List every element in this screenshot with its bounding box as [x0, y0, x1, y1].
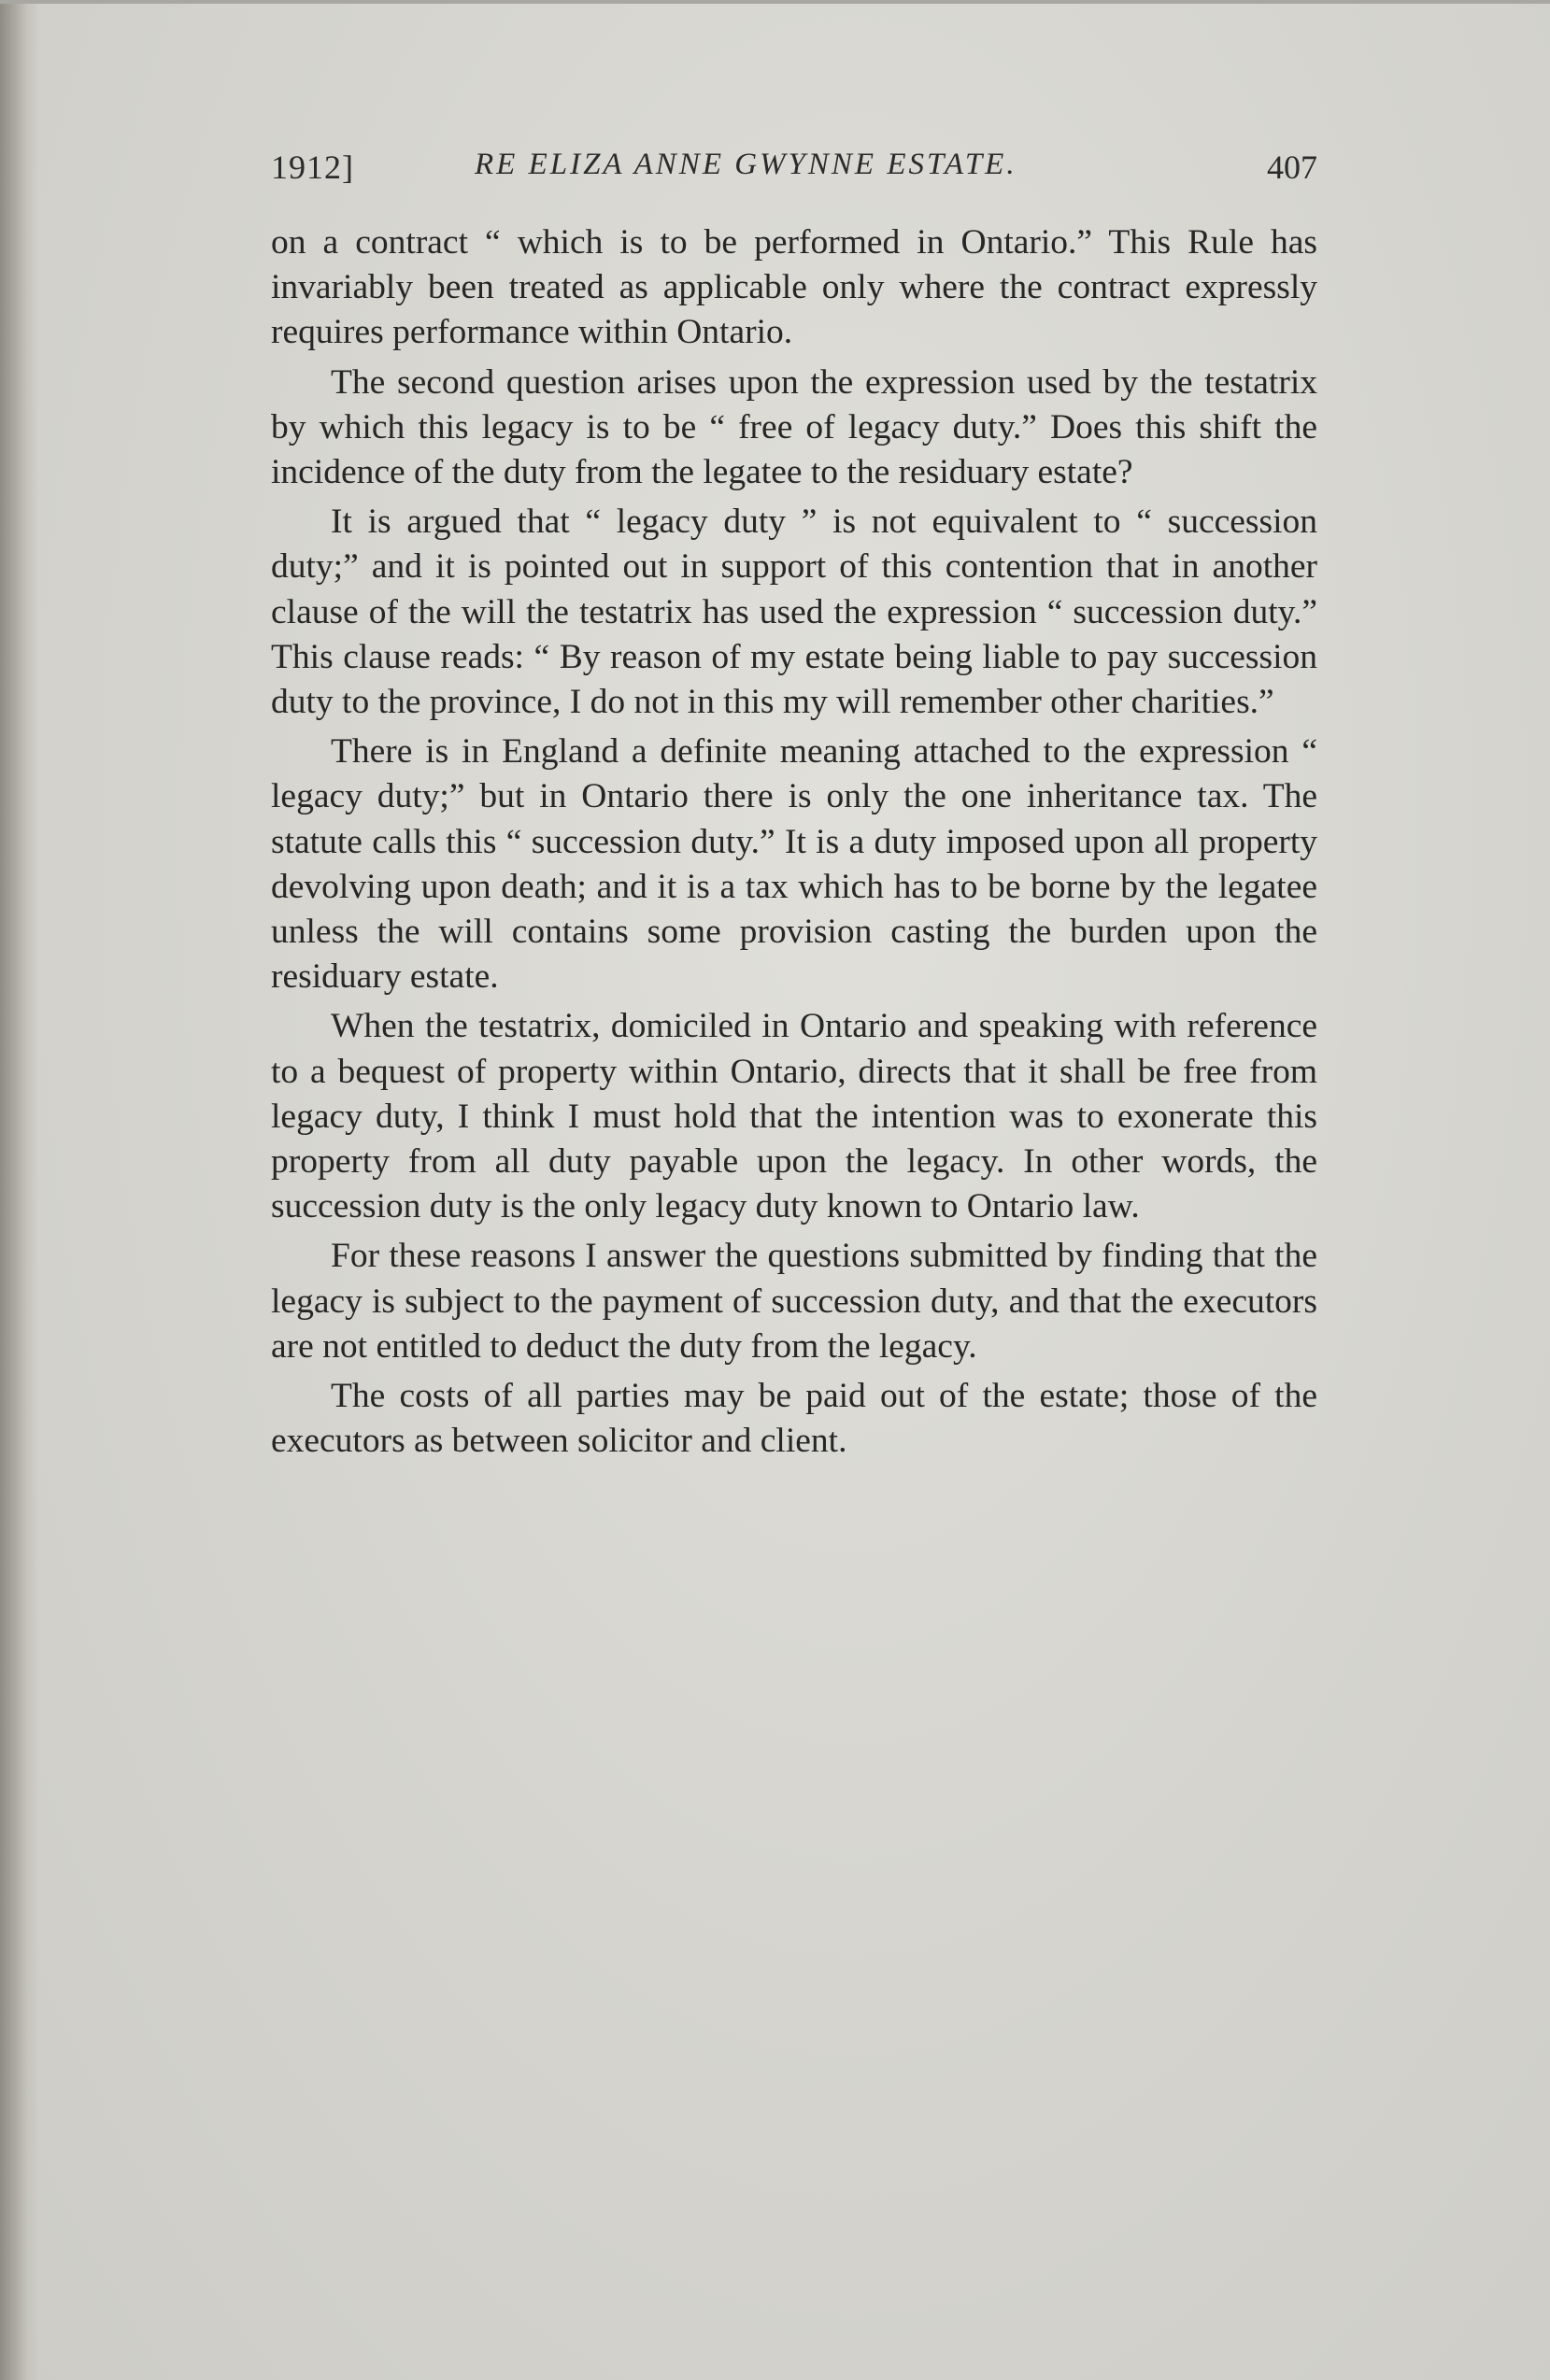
- paragraph: The second question arises upon the expression used by the testatrix by which this legacy is to be “ free of legacy duty.” Does this shift the incidence of the duty from the legatee to the residuary estate?: [271, 362, 1317, 492]
- paragraph: When the testatrix, domiciled in Ontario and speaking with reference to a bequest of property within Ontario, directs that it shall be free from legacy duty, I think I must hold that the intention was to exonerate this property from all duty payable upon the legacy. In other words, the succession duty is the only legacy duty known to Ontario law.: [271, 1007, 1317, 1226]
- running-head: [271, 140, 1317, 189]
- paragraph: It is argued that “ legacy duty ” is not equivalent to “ succession duty;” and it is pointed out in support of this contention that in another clause of the will the testatrix has used the expression “ succession duty.” This clause reads: “ By reason of my estate being liable to pay succession duty to the province, I do not in this my will remember other charities.”: [271, 503, 1317, 722]
- body-text: [271, 220, 1317, 1468]
- paragraph: For these reasons I answer the questions submitted by finding that the legacy is subject to the payment of succession duty, and that the executors are not entitled to deduct the duty from the legacy.: [271, 1237, 1317, 1366]
- paragraph: The costs of all parties may be paid out of the estate; those of the executors as between solicitor and client.: [271, 1377, 1317, 1461]
- paragraph-continued: on a contract “ which is to be performed in Ontario.” This Rule has invariably been treated as applicable only where the contract expressly requires performance within Ontario.: [271, 223, 1317, 352]
- paragraph: There is in England a definite meaning attached to the expression “ legacy duty;” but in Ontario there is only the one inheritance tax. The statute calls this “ succession duty.” It is a duty imposed upon all property devolving upon death; and it is a tax which has to be borne by the legatee unless the will contains some provision casting the burden upon the residuary estate.: [271, 732, 1317, 997]
- page-number: 407: [1267, 149, 1317, 186]
- header-year: 1912]: [271, 149, 354, 186]
- header-title: RE ELIZA ANNE GWYNNE ESTATE.: [475, 148, 1017, 181]
